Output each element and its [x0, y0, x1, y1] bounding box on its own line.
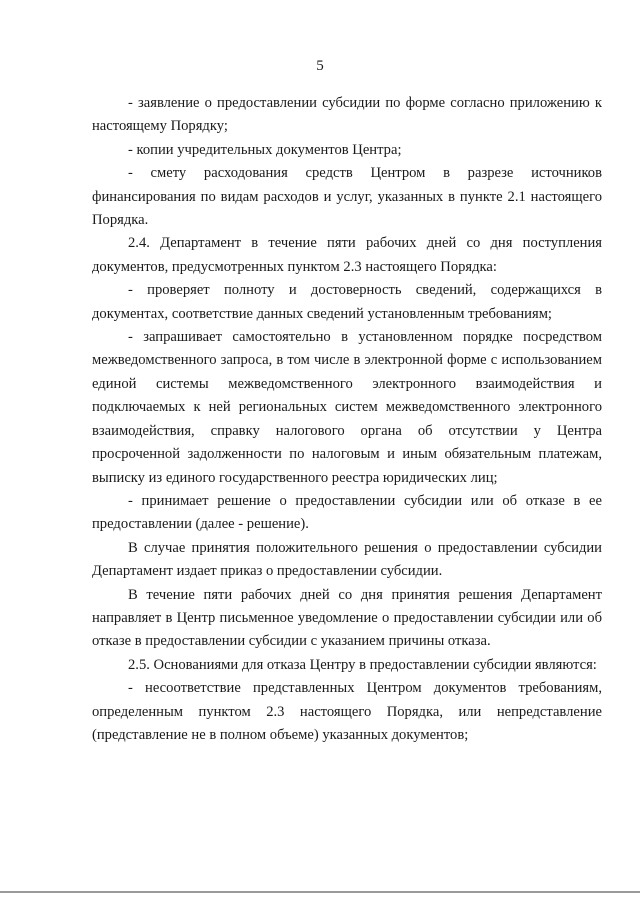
page-number: 5 [316, 58, 324, 74]
paragraph-nonconformity: - несоответствие представленных Центром документов требованиям, определенным пунктом 2.3 настоящего Порядка, или непредставление (представление не в полном объеме) указанных документов; [92, 680, 602, 743]
paragraph-2-4: 2.4. Департамент в течение пяти рабочих дней со дня поступления документов, предусмотренных пунктом 2.3 настоящего Порядка: [92, 235, 602, 275]
scan-edge-line [0, 891, 640, 893]
paragraph-positive-decision: В случае принятия положительного решения о предоставлении субсидии Департамент издает приказ о предоставлении субсидии. [92, 539, 602, 580]
paragraph-notification: В течение пяти рабочих дней со дня принятия решения Департамент направляет в Центр письменное уведомление о предоставлении субсидии или об отказе в предоставлении субсидии с указанием причины отказа. [92, 586, 602, 650]
paragraph-requests-documents: - запрашивает самостоятельно в установленном порядке посредством межведомственного запроса, в том числе в электронной форме с использованием единой системы межведомственного электронного взаимодействия и подключаемых к ней региональных систем межведомственного электронного взаимодействия, справку налогового органа об отсутствии у Центра просроченной задолженности по налоговым и иным обязательным платежам, выписку из единого государственного реестра юридических лиц; [92, 329, 602, 486]
body-text [92, 92, 602, 747]
paragraph-checks-completeness: - проверяет полноту и достоверность сведений, содержащихся в документах, соответствие данных сведений установленным требованиям; [92, 282, 602, 322]
paragraph-makes-decision: - принимает решение о предоставлении субсидии или об отказе в ее предоставлении (далее - решение). [92, 492, 602, 533]
paragraph-application: - заявление о предоставлении субсидии по форме согласно приложению к настоящему Порядку; [92, 95, 602, 135]
paragraph-2-5: 2.5. Основаниями для отказа Центру в предоставлении субсидии являются: [128, 656, 597, 673]
paragraph-founding-docs: - копии учредительных документов Центра; [128, 141, 402, 158]
paragraph-expense-estimate: - смету расходования средств Центром в разрезе источников финансирования по видам расходов и услуг, указанных в пункте 2.1 настоящего Порядка. [92, 165, 602, 229]
